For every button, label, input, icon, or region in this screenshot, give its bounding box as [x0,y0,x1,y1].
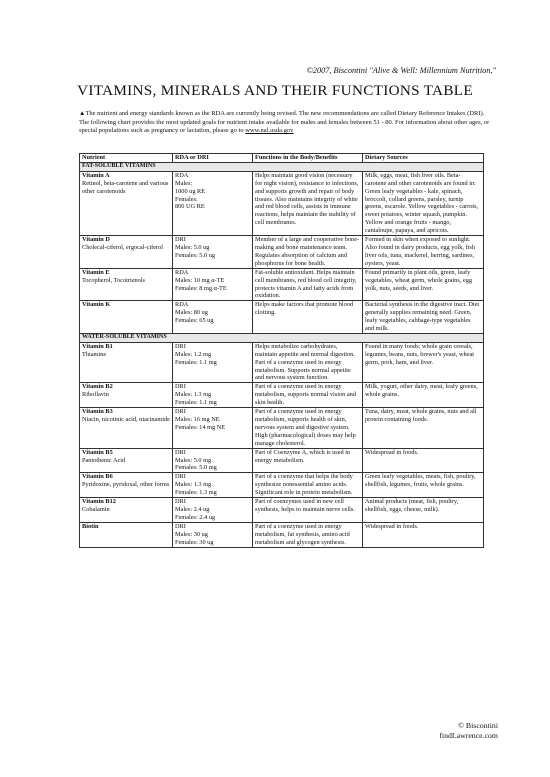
table-row [80,498,484,523]
table-row [80,522,484,547]
intake-line: DRI [175,448,186,456]
nutrient-alt-names: Tocopherol, Tocotrienols [82,276,146,284]
nutrient-name: Vitamin B12 [82,498,116,506]
nutrient-cell [80,301,173,334]
footer [439,721,498,742]
nutrient-alt-names: Cobalamin [82,505,110,513]
intake-line: Males: 5.0 mg [175,456,212,464]
intake-cell [173,171,253,235]
nutrient-table [79,153,484,548]
intake-line: RDA [175,171,189,179]
nutrient-cell [80,342,173,383]
nutrient-name: Biotin [82,522,99,530]
functions-cell: Part of a coenzyme used in energy metabolism, supports health of skin, nervous system and digestive system. High (pharmacological) doses may help manage cholesterol. [253,408,363,449]
footer-copyright: © Biscontini [458,721,498,730]
nutrient-name: Vitamin K [82,301,111,309]
table-row [80,236,484,269]
nutrient-alt-names: Riboflavin [82,391,109,399]
intake-line: DRI [175,236,186,244]
intake-cell [173,301,253,334]
sources-cell: Found in many foods: whole grain cereals, legumes, beans, nuts, brewer's yeast, wheat germ, pork, ham, and liver. [363,342,484,383]
header-sources: Dietary Sources [363,154,484,163]
intake-line: DRI [175,498,186,506]
table-header-row [80,154,484,163]
intro-text: The nutrient and energy standards known as the RDA are currently being revised. The new recommendations are called Dietary Reference Intakes (DRI). The following chart provides the most updated goals for nutrient intake available for males and females between 51 - 80. For information about other ages, or special populations such as pregnancy or lactation, please go to [79,110,490,135]
table-row [80,448,484,473]
section-label: WATER-SOLUBLE VITAMINS [80,333,484,342]
intake-line: Males: 2.4 ug [175,505,210,513]
page-title: VITAMINS, MINERALS AND THEIR FUNCTIONS TABLE [77,82,473,99]
intake-cell [173,473,253,498]
functions-cell: Part of Coenzyme A, which is used in energy metabolism. [253,448,363,473]
intake-line: Males: 1.3 mg [175,391,212,399]
intake-line: Females: 1.3 mg [175,489,217,497]
intake-line: Females: 5.0 mg [175,464,217,472]
nutrient-cell [80,498,173,523]
nutrient-cell [80,383,173,408]
intake-line: Females: 1.1 mg [175,399,217,407]
nutrient-alt-names: Pantothenic Acid [82,456,126,464]
intake-cell [173,498,253,523]
intake-line: Males: 30 ug [175,530,208,538]
intake-line: Males: [175,179,193,187]
triangle-bullet-icon: ▲ [79,110,86,117]
nutrient-name: Vitamin D [82,236,110,244]
intake-line: Females: [175,195,198,203]
intake-cell [173,522,253,547]
table-row [80,473,484,498]
intake-line: Males: 1.2 mg [175,350,212,358]
nutrient-name: Vitamin B6 [82,473,113,481]
intake-line: DRI [175,522,186,530]
nutrient-name: Vitamin B1 [82,342,113,350]
intake-line: DRI [175,342,186,350]
intake-line: Females: 8 mg α-TE [175,284,227,292]
intake-line: Females: 5.0 ug [175,251,216,259]
sources-cell: Found primarily in plant oils, green, leafy vegetables, wheat germ, whole grains, egg yolk, nuts, seeds, and liver. [363,268,484,301]
sources-cell: Formed in skin when exposed to sunlight. Also found in dairy products, egg yolk, fish liver oils, tuna, mackerel, herring, sardines, oysters, yeast. [363,236,484,269]
nutrient-name: Vitamin B5 [82,448,113,456]
intake-line: 800 UG RE [175,203,205,211]
section-row [80,162,484,171]
intake-cell [173,408,253,449]
intake-line: DRI [175,473,186,481]
intake-line: Males: 10 mg α-TE [175,276,225,284]
functions-cell: Helps make factors that promote blood clotting. [253,301,363,334]
intake-line: Males: 5.0 ug [175,243,210,251]
intake-cell [173,236,253,269]
intro-paragraph [79,110,493,136]
intake-line: Females: 1.1 mg [175,358,217,366]
nutrient-cell [80,268,173,301]
functions-cell: Member of a large and cooperative bone-making and bone maintenance team. Regulates absorption of calcium and phosphorus for bone health. [253,236,363,269]
table-row [80,301,484,334]
intake-line: Females: 30 ug [175,538,214,546]
sources-cell: Tuna, dairy, meat, whole grains, nuts and all protein containing foods. [363,408,484,449]
intake-line: DRI [175,408,186,416]
header-nutrient: Nutrient [80,154,173,163]
intake-line: RDA [175,301,189,309]
table-row [80,268,484,301]
sources-cell: Animal products (meat, fish, poultry, shellfish, eggs, cheese, milk). [363,498,484,523]
nutrient-cell [80,448,173,473]
table-row [80,171,484,235]
intake-line: Males: 16 mg NE [175,416,220,423]
sources-cell: Green leafy vegetables, meats, fish, poultry, shellfish, legumes, fruits, whole grains. [363,473,484,498]
nutrient-alt-names: Retinol, beta-carotene and various other carotenoids [82,179,169,195]
sources-cell: Widespread in foods. [363,448,484,473]
intake-cell [173,268,253,301]
table-body [80,162,484,547]
intake-cell [173,448,253,473]
nutrient-cell [80,171,173,235]
nutrient-alt-names: Cholecal-ciferol, ergocal-ciferol [82,243,163,251]
section-row [80,333,484,342]
header-functions: Functions in the Body/Benefits [253,154,363,163]
intake-line: Females: 14 mg NE [175,423,226,431]
intake-line: Females: 65 ug [175,317,214,325]
sources-cell: Bacterial synthesis in the digestive tract. Diet generally supplies remaining need. Green, leafy vegetables, cabbage-type vegetables and milk. [363,301,484,334]
footer-site: findLawrence.com [439,731,498,741]
functions-cell: Part of a coenzyme used in energy metabolism, fat synthesis, amino acid metabolism and glycogen synthesis. [253,522,363,547]
intake-line: 1000 ug RE [175,187,206,195]
intake-cell [173,342,253,383]
sources-cell: Milk, eggs, meat, fish liver oils. Beta-carotene and other carotenoids are found in: Green leafy vegetables - kale, spinach, broccoli, collard greens, parsley, turnip greens, escarole. Yellow vegetables - carrots, sweet potatoes, winter squash, pumpkin. Yellow and orange fruits - mango, cantaloupe, papaya, and apricots. [363,171,484,235]
functions-cell: Part of coenzymes used in new cell synthesis, helps to maintain nerve cells. [253,498,363,523]
header-intake: RDA or DRI [173,154,253,163]
table-row [80,408,484,449]
functions-cell: Fat-soluble antioxidant. Helps maintain cell membranes, red blood cell integrity, protects vitamin A and fatty acids from oxidation. [253,268,363,301]
sources-cell: Widespread in foods. [363,522,484,547]
nutrient-cell [80,236,173,269]
nutrient-cell [80,522,173,547]
usda-link[interactable]: www.nal.usda.gov [245,127,294,135]
functions-cell: Part of a coenzyme used in energy metabolism, supports normal vision and skin health. [253,383,363,408]
sources-cell: Milk, yogurt, other dairy, meat, leafy greens, whole grains. [363,383,484,408]
section-label: FAT-SOLUBLE VITAMINS [80,162,484,171]
intake-cell [173,383,253,408]
intake-line: RDA [175,268,189,276]
nutrient-name: Vitamin E [82,268,110,276]
nutrient-name: Vitamin A [82,171,110,179]
nutrient-alt-names: Thiamine [82,350,107,358]
intake-line: Females: 2.4 ug [175,513,216,521]
nutrient-name: Vitamin B2 [82,383,113,391]
functions-cell: Helps maintain good vision (necessary for night vision), resistance to infections, and supports growth and repair of body tissues. Also maintains integrity of white and red blood cells, assists in immune reactions, helps maintain the stability of cell membranes. [253,171,363,235]
nutrient-alt-names: Pyridoxine, pyridoxal, other forms [82,481,170,489]
intake-line: DRI [175,383,186,391]
nutrient-name: Vitamin B3 [82,408,113,416]
nutrient-cell [80,408,173,449]
nutrient-alt-names: Niacin, nicotinic acid, niacinamide [82,416,170,423]
citation: ©2007, Biscontini "Alive & Well: Millennium Nutrition," [306,66,496,75]
table-row [80,383,484,408]
functions-cell: Part of a coenzyme that helps the body synthesize nonessential amino acids. Significant role in protein metabolism. [253,473,363,498]
table-row [80,342,484,383]
intake-line: Males: 1.3 mg [175,481,212,489]
functions-cell: Helps metabolize carbohydrates, maintain appetite and normal digestion. Part of a coenzyme used in energy metabolism. Supports normal appetite and nervous system function. [253,342,363,383]
nutrient-cell [80,473,173,498]
intake-line: Males: 80 ug [175,309,208,317]
